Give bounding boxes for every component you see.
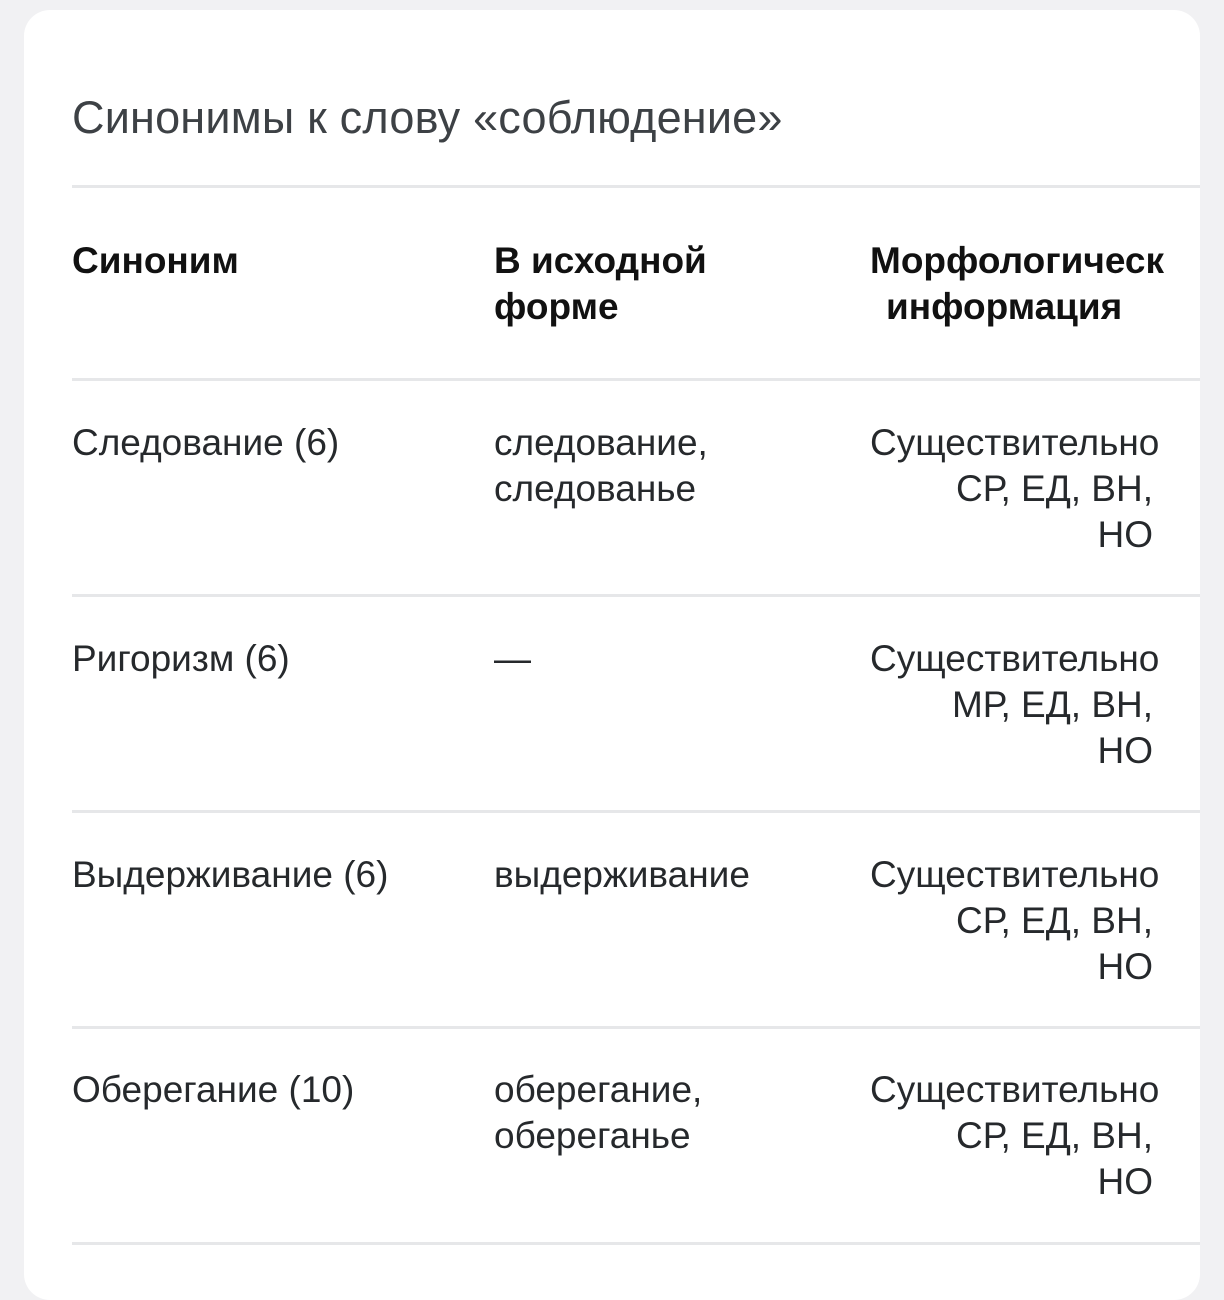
divider — [72, 1242, 1200, 1245]
morphology-cell — [870, 852, 1200, 990]
column-header-morphology-line1: Морфологическ — [870, 240, 1165, 281]
column-header-base-form-line1: В исходной — [494, 240, 707, 281]
divider — [72, 810, 1200, 813]
synonym-link[interactable]: Ригоризм (6) — [72, 638, 290, 679]
morphology-line: НО — [1097, 514, 1153, 555]
morphology-cell — [870, 1067, 1200, 1205]
morphology-cell — [870, 420, 1200, 558]
base-form-cell: оберегание, обереганье — [494, 1069, 703, 1156]
morphology-cell — [870, 636, 1200, 774]
morphology-line: СР, ЕД, ВН, — [956, 900, 1153, 941]
divider — [72, 1026, 1200, 1029]
morphology-line: Существительно — [870, 854, 1160, 895]
column-header-morphology-line2: информация — [886, 286, 1123, 327]
morphology-line: Существительно — [870, 1069, 1160, 1110]
morphology-line: НО — [1097, 730, 1153, 771]
morphology-line: МР, ЕД, ВН, — [951, 684, 1153, 725]
base-form-cell: — — [494, 638, 531, 679]
base-form-cell: выдерживание — [494, 854, 750, 895]
column-header-synonym[interactable]: Синоним — [72, 240, 239, 281]
morphology-line: Существительно — [870, 638, 1160, 679]
divider — [72, 594, 1200, 597]
divider — [72, 185, 1200, 188]
base-form-cell: следование, следованье — [494, 422, 708, 509]
column-header-morphology[interactable] — [870, 238, 1200, 330]
column-header-base-form-line2: форме — [494, 286, 619, 327]
morphology-line: СР, ЕД, ВН, — [956, 468, 1153, 509]
synonym-link[interactable]: Следование (6) — [72, 422, 340, 463]
page-title: Синонимы к слову «соблюдение» — [72, 92, 783, 143]
morphology-line: НО — [1097, 1161, 1153, 1202]
divider — [72, 378, 1200, 381]
morphology-line: Существительно — [870, 422, 1160, 463]
synonyms-card — [24, 10, 1200, 1300]
column-header-base-form[interactable] — [494, 238, 824, 330]
morphology-line: СР, ЕД, ВН, — [956, 1115, 1153, 1156]
synonym-link[interactable]: Выдерживание (6) — [72, 854, 389, 895]
morphology-line: НО — [1097, 946, 1153, 987]
synonym-link[interactable]: Оберегание (10) — [72, 1069, 355, 1110]
